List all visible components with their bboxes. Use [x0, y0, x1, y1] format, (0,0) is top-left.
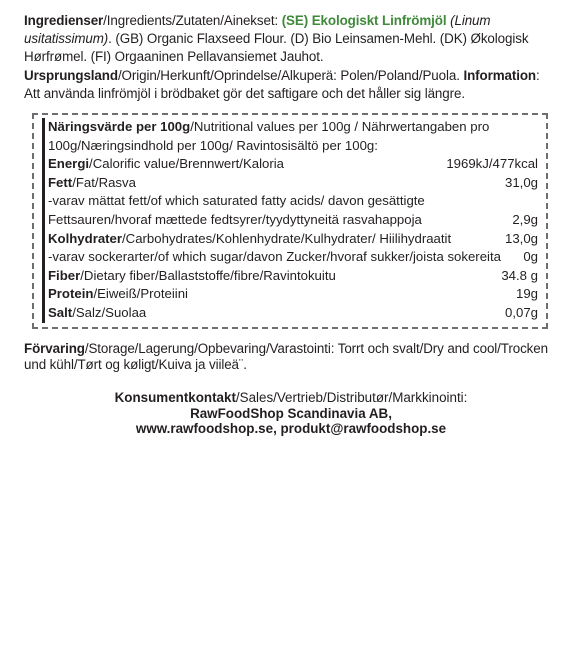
nutrient-translations: /Calorific value/Brennwert/Kaloria	[89, 156, 285, 172]
nutrition-row-fat	[42, 174, 538, 193]
nutrition-header-text	[48, 118, 538, 155]
company-name: RawFoodShop Scandinavia AB,	[190, 405, 392, 421]
ingredients-paragraph	[24, 12, 558, 103]
nutrition-row-protein	[42, 285, 538, 304]
nutrient-value: 1969kJ/477kcal	[446, 156, 538, 172]
nutrient-translations: /Eiweiß/Proteiini	[93, 286, 188, 302]
nutrition-row-carbohydrates	[42, 230, 538, 249]
contact-heading	[24, 390, 558, 406]
nutrition-header-translations: /Nutritional values per 100g / Nährwertangaben pro 100g/Næringsindhold per 100g/ Ravintosisältö per 100g:	[48, 119, 490, 153]
nutrition-table	[32, 113, 548, 329]
nutrient-label: Fiber	[48, 267, 81, 283]
nutrient-label: Salt	[48, 304, 73, 320]
nutrition-row-energy	[42, 155, 538, 174]
information-label: Information	[463, 67, 537, 83]
nutrient-value: 0g	[523, 249, 538, 265]
ingredients-translations: . (GB) Organic Flaxseed Flour. (D) Bio Leinsamen-Mehl. (DK) Økologisk Hørfrømel. (FI) Orgaaninen Pellavansiemet Jauhot.	[24, 31, 529, 65]
nutrient-value: 13,0g	[504, 230, 538, 246]
consumer-contact	[24, 390, 558, 437]
origin-label: Ursprungsland	[24, 67, 118, 83]
nutrition-row-saturated-fat	[42, 192, 538, 229]
storage-text: /Storage/Lagerung/Opbevaring/Varastointi: Torrt och svalt/Dry and cool/Trocken und kühl/Tørt og køligt/Kuiva ja viileä¨.	[24, 340, 548, 373]
nutrient-label: Protein	[48, 286, 94, 302]
contact-label: Konsumentkontakt	[114, 389, 236, 405]
nutrient-label: Kolhydrater	[48, 230, 123, 246]
nutrient-translations: /Carbohydrates/Kohlenhydrate/Kulhydrater/ Hiilihydraatit	[122, 230, 452, 246]
latin-name: (Linum usitatissimum)	[24, 13, 491, 47]
nutrient-value: 31,0g	[504, 174, 538, 190]
label-page	[24, 12, 558, 437]
nutrient-translations: -varav mättat fett/of which saturated fatty acids/ davon gesättigte Fettsauren/hvoraf mættede fedtsyrer/tyydyttyneitä rasvahappoja	[48, 193, 425, 227]
nutrient-value: 19g	[515, 286, 538, 302]
nutrient-value: 0,07g	[504, 304, 538, 320]
origin-text: /Origin/Herkunft/Oprindelse/Alkuperä: Polen/Poland/Puola.	[117, 67, 464, 83]
nutrition-row-fiber	[42, 267, 538, 286]
nutrient-translations: /Fat/Rasva	[72, 174, 136, 190]
storage-label: Förvaring	[24, 340, 85, 356]
ingredients-label-translations: /Ingredients/Zutaten/Ainekset:	[103, 13, 282, 28]
nutrient-label: Energi	[48, 156, 90, 172]
nutrient-value: 34.8 g	[501, 267, 538, 283]
contact-web-email: www.rawfoodshop.se, produkt@rawfoodshop.se	[135, 421, 447, 437]
product-name-sv: (SE) Ekologiskt Linfrömjöl	[281, 13, 447, 28]
nutrition-row-sugars	[42, 248, 538, 267]
nutrient-value: 2,9g	[512, 211, 538, 227]
storage-paragraph	[24, 341, 558, 374]
nutrient-translations: /Salz/Suolaa	[72, 304, 147, 320]
ingredients-label: Ingredienser	[24, 13, 104, 28]
contact-translations: /Sales/Vertrieb/Distributør/Markkinointi:	[235, 389, 468, 405]
nutrition-header-label: Näringsvärde per 100g	[48, 119, 191, 135]
information-text: : Att använda linfrömjöl i brödbaket gör det saftigare och det håller sig längre.	[24, 67, 540, 101]
nutrient-translations: -varav sockerarter/of which sugar/davon Zucker/hvoraf sukker/joista sokereita	[48, 249, 501, 265]
nutrition-row-salt	[42, 304, 538, 323]
nutrient-label: Fett	[48, 174, 73, 190]
nutrition-header	[42, 118, 538, 155]
nutrient-translations: /Dietary fiber/Ballaststoffe/fibre/Ravintokuitu	[80, 267, 336, 283]
